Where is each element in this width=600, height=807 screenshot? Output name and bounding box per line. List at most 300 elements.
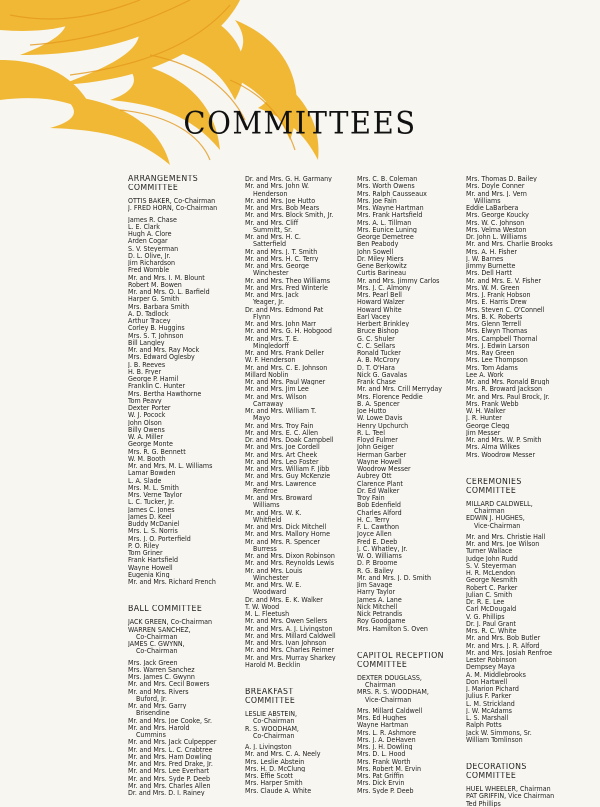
member-name: G. C. Shuler — [357, 334, 395, 342]
member-name: Arden Cogar — [128, 237, 168, 245]
member-name: James R. Chase — [128, 215, 177, 223]
member-name: Flynn — [253, 312, 271, 320]
member-name: Mr. and Mrs. Owen Sellers — [245, 617, 328, 625]
member-name: Mr. and Mrs. E. V. Fisher — [466, 276, 542, 284]
member-name: Henderson — [253, 189, 288, 197]
member-name: W. A. Miller — [128, 433, 163, 441]
member-name: Mr. and Mrs. Ham Dowling — [128, 752, 212, 760]
member-name: Mr. and Mrs. W. P. Smith — [466, 436, 542, 444]
member-name: WARREN SANCHEZ, — [128, 625, 191, 633]
member-name: Herbert Brinkley — [357, 320, 410, 328]
member-name: Mr. and Mrs. Joe Wilson — [466, 540, 540, 548]
member-name: Jack W. Simmons, Sr. — [466, 728, 532, 736]
member-name: Mr. and Mrs. Richard French — [128, 578, 216, 586]
member-name: R. S. WOODHAM, — [245, 724, 299, 732]
member-name: Mayo — [253, 414, 270, 422]
member-name: Mrs. Barbara Smith — [128, 302, 190, 310]
member-name: Mr. and Mrs. Charlie Brooks — [466, 240, 553, 248]
member-name: Gene Berkowitz — [357, 262, 407, 270]
member-name: Bob Edenfield — [357, 501, 401, 509]
member-name: Mr. and Mrs. Garry — [128, 702, 187, 710]
member-name: Burress — [253, 544, 277, 552]
member-name: L. M. Strickland — [466, 699, 515, 707]
sun-rays-illustration — [0, 0, 330, 170]
member-name: Charles Alford — [357, 508, 402, 516]
committee-heading: COMMITTEE — [466, 772, 517, 781]
member-name: Lee A. Work — [466, 370, 504, 378]
member-name: Mrs. Ray Green — [466, 349, 515, 357]
member-name: Mr. and Mrs. Theo Williams — [245, 276, 331, 284]
member-name: Franklin C. Hunter — [128, 382, 186, 390]
member-name: Mr. and Mrs. Paul Brock, Jr. — [466, 392, 550, 400]
member-name: Mr. and Mrs. Mallory Horne — [245, 530, 330, 538]
member-name: Winchester — [253, 573, 289, 581]
member-name: V. G. Phillips — [466, 612, 505, 620]
member-name: Mrs. R. Broward Jackson — [466, 385, 542, 393]
member-name: Dr. J. Paul Grant — [466, 619, 516, 627]
member-name: H. B. Fryer — [128, 367, 162, 375]
member-name: Ben Peabody — [357, 240, 399, 248]
member-name: Mr. and Mrs. O. L. Barfield — [128, 288, 210, 296]
member-name: Mrs. M. L. Smith — [128, 483, 179, 491]
member-name: LESLIE ABSTEIN, — [245, 710, 298, 718]
member-name: Mrs. L. R. Ashmore — [357, 728, 417, 736]
member-name: Mrs. Ed Hughes — [357, 714, 407, 722]
member-name: A. B. McCrory — [357, 356, 400, 364]
member-name: Mr. and Mrs. Syde P. Deeb — [128, 774, 210, 782]
member-name: Mr. and Mrs. J. D. Smith — [357, 573, 432, 581]
member-name: Mrs. Eunice Luning — [357, 225, 417, 233]
committee-heading: COMMITTEE — [245, 697, 296, 706]
member-name: Mr. and Mrs. Frank Deller — [245, 349, 324, 357]
member-name: Mr. and Mrs. J. R. Alford — [466, 641, 540, 649]
member-name: Summitt, Sr. — [253, 225, 293, 233]
member-name: A. M. Middlebrooks — [466, 670, 526, 678]
member-name: Woodrow Messer — [357, 465, 411, 473]
member-name: Mr. and Mrs. C. A. Neely — [245, 750, 321, 758]
member-name: J. B. Reeves — [128, 360, 166, 368]
member-name: Mrs. Jack Green — [128, 658, 178, 666]
member-name: Yeager, Jr. — [253, 298, 285, 306]
member-name: Harold M. Becklin — [245, 660, 301, 668]
member-name: PAT GRIFFIN, Vice Chairman — [466, 792, 555, 800]
member-name: Williams — [474, 196, 501, 204]
member-name: James A. Lane — [357, 595, 402, 603]
column-3 — [357, 175, 444, 794]
member-name: Wayne Hartman — [357, 721, 409, 729]
member-name: Carl McDougald — [466, 605, 517, 613]
member-name: Mr. and Mrs. John Marr — [245, 320, 317, 328]
member-name: Mr. and Mrs. Dixon Robinson — [245, 552, 335, 560]
member-name: Mr. and Mrs. Louis — [245, 566, 303, 574]
member-name: Mrs. D. L. Hood — [357, 750, 406, 758]
member-name: Mrs. Elwyn Thomas — [466, 327, 528, 335]
member-name: Mr. and Mrs. Ronald Brugh — [466, 378, 550, 386]
member-name: Mr. and Mrs. William F. Jibb — [245, 465, 330, 473]
member-name: Vice-Chairman — [474, 521, 521, 529]
member-name: Dr. John L. Williams — [466, 233, 527, 241]
committee-heading: CEREMONIES — [466, 477, 522, 487]
committee-heading: BALL COMMITTEE — [128, 605, 203, 615]
member-name: W. O. Williams — [357, 552, 402, 560]
member-name: Mr. and Mrs. H. C. Terry — [245, 254, 319, 262]
member-name: Lamar Bowden — [128, 469, 176, 477]
member-name: Dr. R. E. Lee — [466, 598, 505, 606]
member-name: Mrs. A. H. Fisher — [466, 247, 518, 255]
member-name: Mr. and Mrs. Millard Caldwell — [245, 631, 336, 639]
member-name: Co-Chairman — [136, 647, 178, 655]
spacer — [357, 632, 444, 642]
member-name: D. P. Broome — [357, 559, 398, 567]
member-name: Mrs. Velma Weston — [466, 225, 527, 233]
member-name: D. T. O'Hara — [357, 363, 395, 371]
member-name: Fred Womble — [128, 266, 170, 274]
member-name: Mrs. Worth Owens — [357, 182, 415, 190]
committee-heading: COMMITTEE — [466, 486, 517, 496]
member-name: W. F. Henderson — [245, 356, 296, 364]
member-name: Mrs. Frank Webb — [466, 399, 519, 407]
member-name: HUEL WHEELER, Chairman — [466, 785, 551, 793]
member-name: Billy Owens — [128, 425, 165, 433]
member-name: Mrs. L. S. Norris — [128, 527, 178, 535]
member-name: JAMES C. GWYNN, — [128, 640, 185, 648]
member-name: Bruce Bishop — [357, 327, 399, 335]
member-name: Mr. and Mrs. Troy Fain — [245, 421, 314, 429]
spacer — [245, 678, 336, 688]
member-name: Mrs. Dick Ervin — [357, 779, 405, 787]
member-name: Mr. and Mrs. Joe Hutto — [245, 196, 316, 204]
member-name: Mr. and Mrs. Harold — [128, 723, 190, 731]
member-name: Mrs. Frank Worth — [357, 757, 411, 765]
member-name: Mr. and Mrs. Crill Merryday — [357, 385, 443, 393]
member-name: Mrs. C. B. Coleman — [357, 175, 418, 183]
member-name: Mrs. Florence Peddie — [357, 392, 423, 400]
member-name: Mrs. Warren Sanchez — [128, 665, 195, 673]
member-name: OTTIS BAKER, Co-Chairman — [128, 197, 216, 205]
member-name: Mrs. H. D. McClung — [245, 764, 306, 772]
member-name: Judge John Rudd — [466, 554, 518, 562]
member-name: Mr. and Mrs. E. C. Allen — [245, 428, 319, 436]
member-name: Howard Walzer — [357, 298, 405, 306]
member-name: Mrs. Pat Griffin — [357, 772, 404, 780]
member-name: L. S. Marshall — [466, 714, 509, 722]
member-name: Mr. and Mrs. Jimmy Carlos — [357, 276, 440, 284]
committee-heading: COMMITTEE — [128, 184, 179, 193]
member-name: Fred E. Deeb — [357, 537, 398, 545]
member-name: Tom Peavy — [128, 396, 162, 404]
member-name: Williams — [253, 501, 280, 509]
member-name: Eugenia King — [128, 570, 170, 578]
spacer — [466, 743, 554, 753]
member-name: Mrs. R. C. White — [466, 627, 517, 635]
member-name: Mrs. J. H. Dowling — [357, 743, 413, 751]
spacer — [245, 668, 336, 678]
member-name: Dexter Porter — [128, 404, 171, 412]
member-name: George Demetree — [357, 233, 414, 241]
member-name: Earl Vacey — [357, 312, 391, 320]
member-name: R. G. Bailey — [357, 566, 394, 574]
member-name: Mrs. R. G. Bennett — [128, 447, 186, 455]
member-name: Wayne Howell — [128, 563, 173, 571]
member-name: Mrs. Dell Hartt — [466, 269, 512, 277]
member-name: George Monte — [128, 440, 173, 448]
member-name: Mrs. Bertha Hawthorne — [128, 389, 202, 397]
member-name: Don Hartwell — [466, 677, 508, 685]
member-name: Joe Hutto — [357, 407, 387, 415]
member-name: Mr. and Mrs. L. C. Crabtree — [128, 745, 213, 753]
member-name: Whitfield — [253, 515, 282, 523]
member-name: Mrs. Millard Caldwell — [357, 706, 423, 714]
member-name: Mrs. Effie Scott — [245, 772, 293, 780]
member-name: Mrs. Wayne Hartman — [357, 204, 424, 212]
member-name: John Olson — [128, 418, 162, 426]
committee-heading: CAPITOL RECEPTION — [357, 651, 444, 661]
member-name: Robert C. Parker — [466, 583, 518, 591]
member-name: EDWIN J. HUGHES, — [466, 514, 525, 522]
member-name: J. FRED HORN, Co-Chairman — [128, 204, 218, 212]
member-name: Mrs. Verne Taylor — [128, 491, 183, 499]
member-name: James D. Keel — [128, 512, 172, 520]
member-name: Corley B. Huggins — [128, 324, 185, 332]
member-name: John Geiger — [357, 443, 394, 451]
member-name: Mr. and Mrs. Jack — [245, 291, 299, 299]
committee-heading: ARRANGEMENTS — [128, 175, 199, 184]
member-name: Mr. and Mrs. G. H. Hobgood — [245, 327, 332, 335]
member-name: Jimmy Burnette — [466, 262, 516, 270]
member-name: Nick Mitchell — [357, 602, 398, 610]
member-name: W. H. Walker — [466, 407, 506, 415]
member-name: Mingledorff — [253, 341, 289, 349]
member-name: W. M. Booth — [128, 454, 166, 462]
member-name: Dr. and Mrs. Doak Campbell — [245, 436, 334, 444]
member-name: Mrs. Claude A. White — [245, 786, 312, 794]
member-name: Mrs. Robert M. Ervin — [357, 764, 422, 772]
member-name: Woodward — [253, 588, 287, 596]
member-name: Mr. and Mrs. Bob Mears — [245, 204, 320, 212]
member-name: Mrs. Joe Fain — [357, 196, 397, 204]
member-name: Mrs. Glenn Terrell — [466, 320, 521, 328]
member-name: Co-Chairman — [136, 632, 178, 640]
member-name: A. J. Livingston — [245, 743, 292, 751]
member-name: B. A. Spencer — [357, 399, 400, 407]
member-name: F. L. Cawthon — [357, 523, 399, 531]
member-name: Ted Phillips — [466, 799, 501, 807]
member-name: Mr. and Mrs. Jim Lee — [245, 385, 309, 393]
member-name: Mr. and Mrs. C. E. Johnson — [245, 363, 328, 371]
member-name: J. W. McAdams — [466, 706, 512, 714]
member-name: Dr. and Mrs. E. K. Walker — [245, 595, 323, 603]
member-name: Millard Noblin — [245, 370, 289, 378]
member-name: Mrs. Ralph Causseaux — [357, 189, 427, 197]
member-name: Mr. and Mrs. Fred Winterle — [245, 283, 328, 291]
member-name: JACK GREEN, Co-Chairman — [128, 618, 213, 626]
spacer — [466, 468, 554, 478]
member-name: Mr. and Mrs. H. C. — [245, 233, 301, 241]
member-name: A. D. Tadlock — [128, 309, 169, 317]
member-name: Tom Griner — [128, 549, 163, 557]
member-name: George Nesmith — [466, 576, 518, 584]
member-name: H. R. McLendon — [466, 569, 516, 577]
member-name: Mr. and Mrs. Ivan Johnson — [245, 639, 327, 647]
member-name: Wayne Howell — [357, 457, 402, 465]
member-name: Mrs. J. Edwin Larson — [466, 341, 530, 349]
member-name: Vice-Chairman — [365, 695, 412, 703]
member-name: George P. Hamil — [128, 375, 179, 383]
spacer — [466, 753, 554, 763]
member-name: L. A. Slade — [128, 476, 162, 484]
member-name: Mr. and Mrs. Cliff — [245, 218, 299, 226]
member-name: Mr. and Mrs. Lawrence — [245, 479, 317, 487]
member-name: S. V. Steyerman — [466, 561, 517, 569]
member-name: Mrs. Steven C. O'Connell — [466, 305, 545, 313]
member-name: Herman Garber — [357, 450, 407, 458]
member-name: Mrs. J. O. Porterfield — [128, 534, 191, 542]
member-name: James C. Jones — [128, 505, 175, 513]
member-name: Mr. and Mrs. Bob Butler — [466, 634, 541, 642]
member-name: Robert M. Bowen — [128, 280, 182, 288]
member-name: Mr. and Mrs. Broward — [245, 494, 313, 502]
member-name: Arthur Tracey — [128, 317, 171, 325]
member-name: Mrs. Frank Hartsfield — [357, 211, 423, 219]
committee-heading: BREAKFAST — [245, 688, 294, 697]
member-name: Mr. and Mrs. J. T. Smith — [245, 247, 318, 255]
member-name: T. W. Wood — [245, 602, 280, 610]
member-name: Mrs. George Koucky — [466, 211, 529, 219]
committee-heading: DECORATIONS — [466, 763, 527, 772]
member-name: Jim Messer — [466, 428, 501, 436]
member-name: Mrs. J. A. DeHaven — [357, 735, 416, 743]
member-name: Floyd Fulmer — [357, 436, 398, 444]
member-name: Brisendine — [136, 709, 170, 717]
member-name: Jim Richardson — [128, 259, 176, 267]
member-name: Mr. and Mrs. George — [245, 262, 309, 270]
member-name: C. C. Sellars — [357, 341, 396, 349]
member-name: W. J. Pocock — [128, 411, 166, 419]
member-name: Winchester — [253, 269, 289, 277]
member-name: Mrs. James C. Gwynn — [128, 673, 195, 681]
member-name: Mr. and Mrs. Art Cheek — [245, 450, 318, 458]
member-name: Mr. and Mrs. A. J. Livingston — [245, 624, 333, 632]
member-name: Chairman — [474, 507, 505, 515]
member-name: Mr. and Mrs. Rivers — [128, 687, 189, 695]
member-name: H. C. Terry — [357, 515, 390, 523]
member-name: Mr. and Mrs. Cecil Bowers — [128, 680, 210, 688]
member-name: Mr. and Mrs. John W. — [245, 182, 310, 190]
member-name: Mrs. B. K. Roberts — [466, 312, 523, 320]
member-name: Lester Robinson — [466, 656, 517, 664]
member-name: George Clegg — [466, 421, 510, 429]
member-name: DEXTER DOUGLASS, — [357, 673, 422, 681]
member-name: Henry Upchurch — [357, 421, 409, 429]
member-name: Troy Fain — [357, 494, 385, 502]
member-name: Hugh A. Clore — [128, 230, 172, 238]
member-name: Mr. and Mrs. Joe Cordell — [245, 443, 320, 451]
member-name: J. W. Barnes — [466, 254, 504, 262]
member-name: Dr. Ed Walker — [357, 486, 400, 494]
member-name: Mr. and Mrs. Block Smith, Jr. — [245, 211, 334, 219]
member-name: Mr. and Mrs. Charles Reimer — [245, 646, 335, 654]
member-name: Mr. and Mrs. Fred Drake, Jr. — [128, 760, 213, 768]
member-name: Mr. and Mrs. R. Spencer — [245, 537, 320, 545]
member-name: Mr. and Mrs. Christie Hall — [466, 532, 546, 540]
member-name: Mr. and Mrs. Lee Everhart — [128, 767, 210, 775]
member-name: John Sowell — [357, 247, 394, 255]
member-name: Julian C. Smith — [466, 590, 513, 598]
page-title: COMMITTEES — [183, 105, 417, 141]
member-name: Chairman — [365, 681, 396, 689]
member-name: Mrs. W. M. Green — [466, 283, 520, 291]
member-name: Mrs. Edward Oglesby — [128, 353, 195, 361]
member-name: S. V. Steyerman — [128, 244, 179, 252]
member-name: Turner Wallace — [466, 547, 513, 555]
member-name: Mr. and Mrs. W. K. — [245, 508, 302, 516]
member-name: Mr. and Mrs. T. E. — [245, 334, 299, 342]
member-name: Jim Savage — [357, 581, 393, 589]
spacer — [466, 458, 554, 468]
member-name: Harper G. Smith — [128, 295, 180, 303]
member-name: Bill Langley — [128, 338, 165, 346]
member-name: Mr. and Mrs. M. L. Williams — [128, 462, 213, 470]
member-name: Frank Hartsfield — [128, 556, 179, 564]
member-name: Clarence Plant — [357, 479, 403, 487]
spacer — [357, 642, 444, 652]
member-name: Mrs. Campbell Thornal — [466, 334, 538, 342]
member-name: Nick Petrandis — [357, 610, 403, 618]
member-name: Eddie LaBarbera — [466, 204, 519, 212]
member-name: J. R. Hunter — [466, 414, 502, 422]
member-name: Roy Goodgame — [357, 617, 406, 625]
member-name: Mr. and Mrs. Paul Wagner — [245, 378, 326, 386]
member-name: Harry Taylor — [357, 588, 396, 596]
member-name: L. C. Tucker, Jr. — [128, 498, 175, 506]
member-name: Dr. Miley Miers — [357, 254, 404, 262]
member-name: Mrs. Thomas D. Bailey — [466, 175, 537, 183]
member-name: W. Lowe Davis — [357, 414, 403, 422]
column-1 — [128, 175, 217, 796]
member-name: L. E. Clark — [128, 222, 160, 230]
member-name: Mrs. Syde P. Deeb — [357, 786, 414, 794]
member-name: Nick G. Gavalas — [357, 370, 407, 378]
member-name: Dempsey Maya — [466, 663, 515, 671]
member-name: Buddy McDaniel — [128, 520, 180, 528]
member-name: Howard White — [357, 305, 402, 313]
member-name: Mr. and Mrs. Reynolds Lewis — [245, 559, 335, 567]
member-name: Mr. and Mrs. Guy McKenzie — [245, 472, 331, 480]
member-name: Frank Chase — [357, 378, 396, 386]
member-name: Renfroe — [253, 486, 278, 494]
member-name: J. C. Whatley, Jr. — [357, 544, 408, 552]
member-name: Mrs. Woodrow Messer — [466, 450, 536, 458]
member-name: Mr. and Mrs. Dick Mitchell — [245, 523, 327, 531]
member-name: Mrs. Harper Smith — [245, 779, 303, 787]
member-name: Mr. and Mrs. Jack Culpepper — [128, 738, 217, 746]
member-name: Mrs. J. C. Almony — [357, 283, 411, 291]
member-name: Mrs. Pearl Bell — [357, 291, 402, 299]
committee-heading: COMMITTEE — [357, 660, 408, 670]
member-name: Ronald Tucker — [357, 349, 401, 357]
member-name: Carraway — [253, 399, 284, 407]
member-name: Satterfield — [253, 240, 287, 248]
member-name: Mrs. E. Harris Drew — [466, 298, 527, 306]
member-name: Mr. and Mrs. Josiah Renfroe — [466, 648, 552, 656]
member-name: D. L. Olive, Jr. — [128, 251, 171, 259]
member-name: M. L. Fleetush — [245, 610, 290, 618]
member-name: Mr. and Mrs. J. Vern — [466, 189, 527, 197]
member-name: P. O. Riley — [128, 541, 160, 549]
member-name: Cummins — [136, 731, 166, 739]
member-name: R. L. Teel — [357, 428, 385, 436]
member-name: Julius F. Parker — [466, 692, 512, 700]
